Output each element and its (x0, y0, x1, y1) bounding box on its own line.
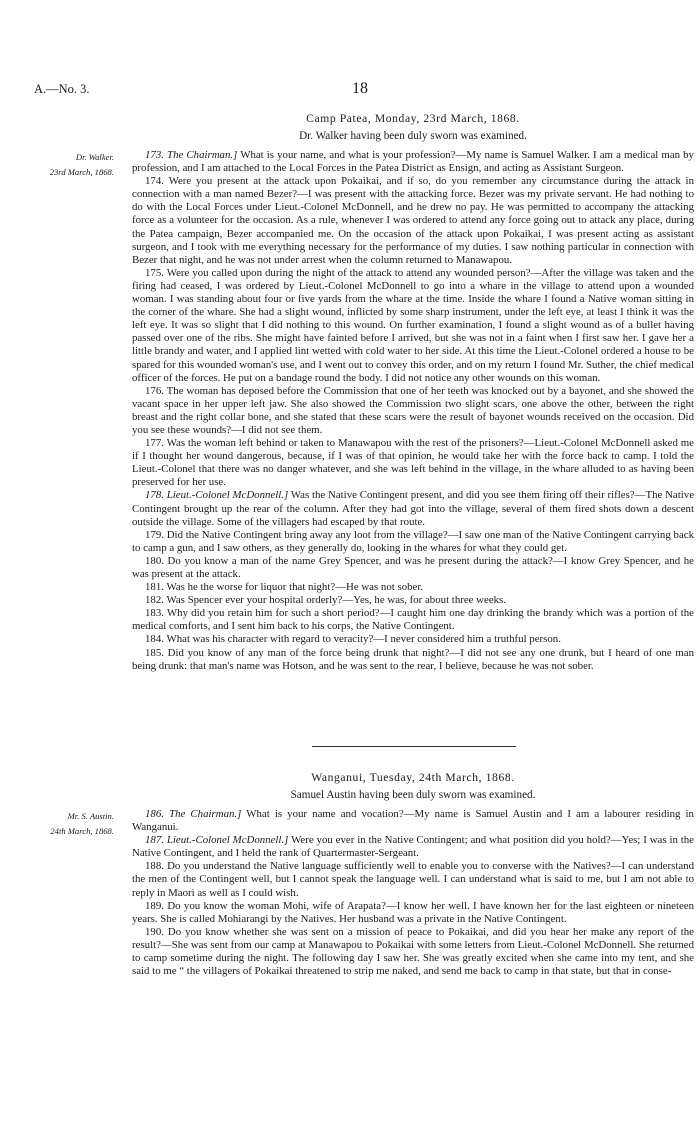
testimony-paragraph (132, 437, 694, 489)
testimony-paragraph (132, 529, 694, 555)
question-speaker: 178. Lieut.-Colonel McDonnell.] (145, 489, 289, 502)
testimony-text: 180. Do you know a man of the name Grey Spencer, and was he present during the attack?—I know Grey Spencer, and he was present at the attack. (132, 554, 694, 580)
testimony-text: 179. Did the Native Contingent bring away any loot from the village?—I saw one man of the Native Contingent carrying back to camp a gun, and I saw others, as they generally do, looking in the whares for what they could get. (132, 528, 694, 554)
testimony-paragraph (132, 647, 694, 673)
testimony-text: Were you ever in the Native Contingent; and what position did you hold?—Yes; I was in the Native Contingent, and I held the rank of Quartermaster-Sergeant. (132, 834, 694, 860)
testimony-paragraph (132, 175, 694, 267)
section-heading-camp-patea: Camp Patea, Monday, 23rd March, 1868. (306, 112, 520, 125)
testimony-paragraph (132, 149, 694, 175)
testimony-text: 188. Do you understand the Native language sufficiently well to enable you to converse with the Natives?—I can understand the men of the Contingent well, but I cannot speak the language well. I can understand what is said to me, but I am not able to reply in Maori as well as I could wish. (132, 860, 694, 899)
testimony-text: 176. The woman has deposed before the Commission that one of her teeth was knocked out by a bayonet, and she showed the vacant space in her upper left jaw. She also showed the Commission two slight scars, one above the other, between the right breast and the right collar bone, and she stated that these scars were the result of bayonet wounds received on the occasion. Did you see these wounds?—I did not see them. (132, 384, 694, 436)
testimony-text: 189. Do you know the woman Mohi, wife of Arapata?—I know her well. I have known her for the last eighteen or nineteen years. She is called Mohiarangi by the Natives. Her husband was a private in the Native Contingent. (132, 899, 694, 925)
section-heading-wanganui: Wanganui, Tuesday, 24th March, 1868. (311, 771, 515, 784)
testimony-walker (132, 149, 694, 673)
testimony-paragraph (132, 581, 694, 594)
document-reference: A.—No. 3. (34, 82, 90, 96)
testimony-paragraph (132, 834, 694, 860)
page-number: 18 (352, 80, 368, 97)
testimony-text: What is your name, and what is your profession?—My name is Samuel Walker. I am a medical man by profession, and I am attached to the Local Forces in the Patea District as Ensign, and acting as Assistant Surgeon. (132, 149, 694, 175)
testimony-paragraph (132, 489, 694, 528)
testimony-text: Was the Native Contingent present, and did you see them firing off their rifles?—The Native Contingent brought up the rear of the column. After they had got into the village, several of them fired shots down a descent outside the village. Some of the villagers had escaped by that route. (132, 489, 695, 528)
testimony-text: 174. Were you present at the attack upon Pokaikai, and if so, do you remember any circumstance during the attack in connection with a man named Bezer?—I was present with the attacking force. Bezer was my private servant. He had nothing to do with the Local Forces under Lieut.-Colonel McDonnell, and he drew no pay. He was permitted to accompany the attacking force as a volunteer for the occasion. As a rule, whenever I was ordered to attend any force going out to attack any place, during the Patea campaign, Bezer accompanied me. On the occasion of the attack upon Pokaikai, I was present acting as assistant surgeon, and I took with me everything necessary for the performance of my duties. I saw nothing particular in connection with Bezer that night, and he was not under arrest when the column returned to Manawapou. (132, 175, 694, 266)
margin-witness-name-walker: Dr. Walker. (75, 152, 114, 162)
testimony-austin (132, 808, 694, 978)
testimony-text: 182. Was Spencer ever your hospital orderly?—Yes, he was, for about three weeks. (145, 594, 506, 607)
testimony-paragraph (132, 607, 694, 633)
margin-witness-name-austin: Mr. S. Austin. (67, 811, 114, 821)
testimony-paragraph (132, 808, 694, 834)
question-speaker: 173. The Chairman.] (145, 149, 238, 161)
testimony-paragraph (132, 267, 694, 385)
testimony-text: 183. Why did you retain him for such a short period?—I caught him one day drinking the brandy which was a portion of the medical comforts, and I sent him back to his corps, the Native Contingent. (132, 607, 694, 633)
testimony-text: 181. Was he the worse for liquor that night?—He was not sober. (145, 581, 424, 594)
testimony-text: 190. Do you know whether she was sent on a mission of peace to Pokaikai, and did you hear her make any report of the result?—She was sent from our camp at Manawapou to Pokaikai with some letters from Lieut.-Colonel McDonnell. She returned to camp sometime during the night. The following day I saw her. She was greatly excited when she came into my tent, and she said to me “ the villagers of Pokaikai threatened to strip me naked, and send me back to camp in that state, but that in conse- (132, 925, 694, 978)
testimony-text: 184. What was his character with regard to veracity?—I never considered him a truthful person. (145, 633, 561, 646)
testimony-text: 185. Did you know of any man of the force being drunk that night?—I did not see any one drunk, but I heard of one man being drunk: that man's name was Hotson, and he was sent to the rear, I believe, because he was not sober. (132, 646, 694, 672)
testimony-paragraph (132, 555, 694, 581)
testimony-text: What is your name and vocation?—My name is Samuel Austin and I am a labourer residing in Wanganui. (132, 808, 694, 834)
testimony-paragraph (132, 385, 694, 437)
testimony-paragraph (132, 860, 694, 899)
testimony-paragraph (132, 900, 694, 926)
question-speaker: 186. The Chairman.] (145, 808, 242, 820)
testimony-paragraph (132, 633, 694, 646)
testimony-paragraph (132, 926, 694, 978)
witness-intro-austin: Samuel Austin having been duly sworn was examined. (290, 789, 536, 801)
margin-date-austin: 24th March, 1868. (50, 826, 114, 836)
testimony-text: 175. Were you called upon during the night of the attack to attend any wounded person?—After the village was taken and the firing had ceased, I was ordered by Lieut.-Colonel McDonnell to go into a whare in the village to attend upon a wounded woman. I was standing about four or five yards from the whare at the time. Inside the whare I found a Native woman sitting in the corner of the whare. She had a slight wound, inflicted by some sharp instrument, under the left eye, at least I think it was the left eye. It was so slight that I did nothing to this wound. On further examination, I found a slight wound as of a bullet having passed over one of the ribs. She might have fainted before I arrived, but she was not in a faint when I first saw her. I gave her a little brandy and water, and I applied lint wetted with cold water to her side. At this time the Lieut.-Colonel ordered a house to be spared for this wounded woman's use, and I went out to convey this order, and on my return I found Mr. Suther, the chief medical officer of the forces. He put on a bandage round the body. I did not notice any other wounds on this woman. (132, 266, 694, 384)
testimony-text: 177. Was the woman left behind or taken to Manawapou with the rest of the prisoners?—Lieut.-Colonel McDonnell asked me if I thought her wound dangerous, because, if I was of that opinion, he would take her with the force back to camp. I told the Lieut.-Colonel that there was no danger whatever, and she was left behind in the village, in the whare alluded to as having been preserved for her use. (132, 437, 694, 489)
testimony-paragraph (132, 594, 694, 607)
question-speaker: 187. Lieut.-Colonel McDonnell.] (145, 834, 289, 847)
margin-date-walker: 23rd March, 1868. (49, 167, 114, 177)
section-divider (312, 746, 516, 747)
witness-intro-walker: Dr. Walker having been duly sworn was examined. (299, 130, 527, 142)
